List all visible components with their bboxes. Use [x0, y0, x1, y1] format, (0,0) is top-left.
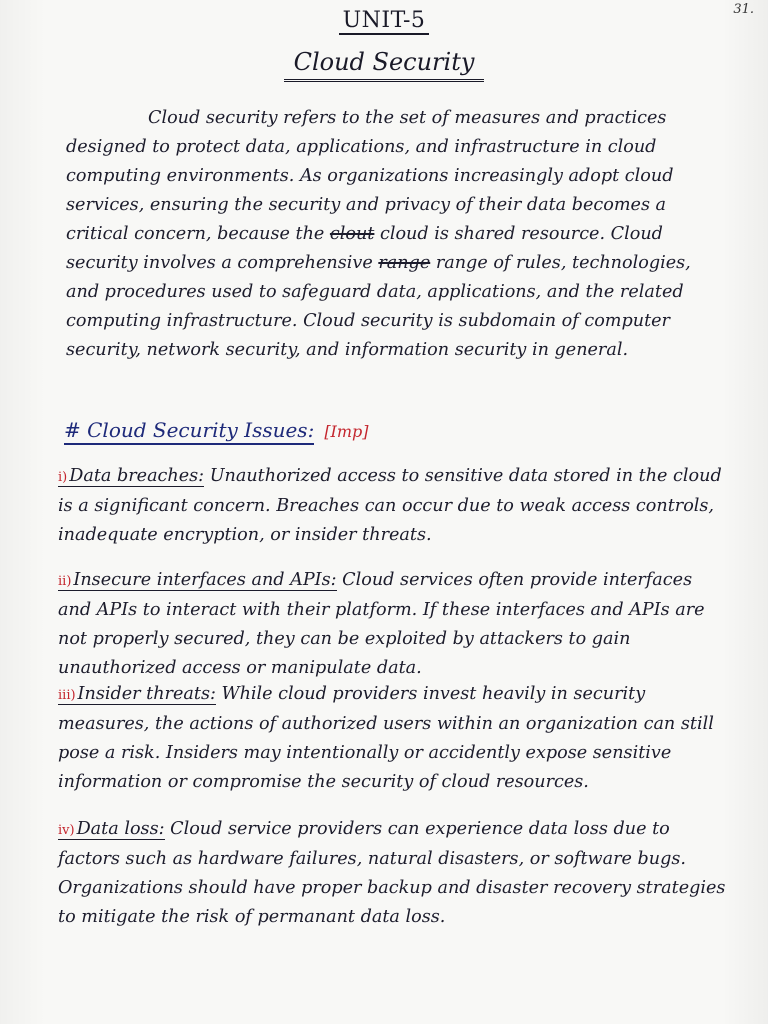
issue-number: i) [58, 470, 68, 485]
issue-text: Cloud services often provide interfaces and APIs to interact with their platform. If these interfaces and APIs are not properly secured, they can be exploited by attackers to gain unauthorized access or manipulate data. [58, 570, 705, 678]
issue-item-insecure-apis [58, 566, 730, 683]
issue-label-text: Insider threats: [77, 684, 216, 704]
page-title-text: Cloud Security [284, 48, 485, 82]
intro-text-2: cloud is shared resource. Cloud security involves a comprehensive [66, 224, 663, 273]
issue-item-insider-threats [58, 680, 730, 797]
issue-number: iii) [58, 688, 76, 703]
issue-item-data-loss [58, 815, 730, 932]
issues-heading-text: # Cloud Security Issues: [64, 418, 314, 445]
issue-label [58, 819, 165, 840]
unit-title [0, 8, 768, 33]
issue-text: While cloud providers invest heavily in security measures, the actions of authorized users within an organization can still pose a risk. Insiders may intentionally or accidently expose sensitive information or compromise the security of cloud resources. [58, 684, 714, 792]
important-tag: [Imp] [324, 422, 369, 441]
struck-word-2: range [378, 253, 431, 273]
issue-text: Cloud service providers can experience data loss due to factors such as hardware failures, natural disasters, or software bugs. Organizations should have proper backup and disaster recovery strategies to mitigate the risk of permanant data loss. [58, 819, 726, 927]
struck-word-1: clout [329, 224, 375, 244]
intro-paragraph [66, 104, 726, 365]
issue-label [58, 684, 216, 705]
issue-item-data-breaches [58, 462, 730, 550]
issue-label [58, 466, 204, 487]
issue-number: ii) [58, 574, 72, 589]
issue-label [58, 570, 337, 591]
issue-number: iv) [58, 823, 75, 838]
issue-label-text: Data breaches: [69, 466, 205, 486]
issues-heading [64, 418, 369, 442]
intro-text-3: range of rules, technologies, and procedures used to safeguard data, applications, and the related computing infrastructure. Cloud security is subdomain of computer security, network security, and information security in general. [66, 253, 691, 360]
unit-title-text: UNIT-5 [339, 8, 430, 35]
intro-text-1: Cloud security refers to the set of measures and practices designed to protect data, applications, and infrastructure in cloud computing environments. As organizations increasingly adopt cloud services, ensuring the security and privacy of their data becomes a critical concern, because the [66, 108, 674, 244]
page-number: 31. [733, 2, 754, 17]
issue-label-text: Insecure interfaces and APIs: [73, 570, 337, 590]
page-title [0, 48, 768, 82]
issue-text: Unauthorized access to sensitive data stored in the cloud is a significant concern. Breaches can occur due to weak access controls, inadequate encryption, or insider threats. [58, 466, 722, 545]
issue-label-text: Data loss: [76, 819, 165, 839]
